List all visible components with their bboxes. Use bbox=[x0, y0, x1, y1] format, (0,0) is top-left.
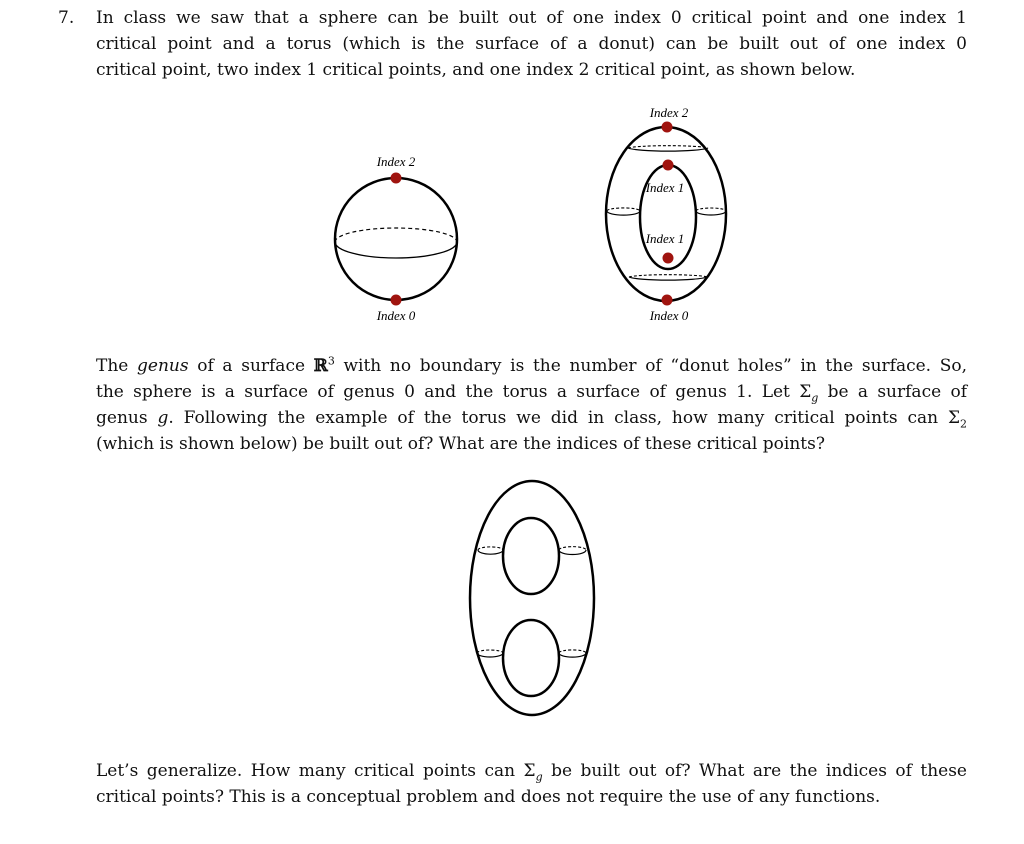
genus-line: (which is shown below) be built out of? What are the indices of these critical points? bbox=[96, 434, 825, 454]
critical-point-index-2 bbox=[662, 122, 673, 133]
genus-line: genus g. Following the example of the torus we did in class, how many critical points can $\Sigma_2$ bbox=[96, 408, 967, 431]
critical-point-index-2 bbox=[391, 173, 402, 184]
critical-point-index-1 bbox=[663, 253, 674, 264]
intro-line: In class we saw that a sphere can be built out of one index 0 critical point and one index 1 bbox=[96, 8, 967, 28]
genus-line: the sphere is a surface of genus 0 and the torus a surface of genus 1. Let $\Sigma_g$ be a surface of bbox=[96, 382, 967, 405]
genus-line: The genus of a surface ℝ$^3$ with no boundary is the number of “donut holes” in the surface. So, bbox=[96, 354, 968, 376]
problem-number: 7. bbox=[58, 8, 75, 28]
sphere-figure bbox=[335, 173, 457, 306]
intro-line: critical point, two index 1 critical points, and one index 2 critical point, as shown below. bbox=[96, 60, 856, 80]
sphere-index-2-label: Index 2 bbox=[376, 154, 416, 169]
torus-index-1-label: Index 1 bbox=[645, 180, 685, 195]
torus-index-2-label: Index 2 bbox=[649, 105, 689, 120]
torus-figure bbox=[606, 122, 726, 306]
genus-2-surface-figure bbox=[470, 481, 594, 715]
critical-point-index-0 bbox=[662, 295, 673, 306]
generalize-line: critical points? This is a conceptual problem and does not require the use of any functions. bbox=[96, 787, 881, 807]
generalize-line: Let’s generalize. How many critical points can $\Sigma_g$ be built out of? What are the indices of these bbox=[96, 761, 967, 784]
torus-index-1-label: Index 1 bbox=[645, 231, 685, 246]
critical-point-index-0 bbox=[391, 295, 402, 306]
critical-point-index-1 bbox=[663, 160, 674, 171]
sphere-index-0-label: Index 0 bbox=[376, 308, 416, 323]
intro-line: critical point and a torus (which is the surface of a donut) can be built out of one index 0 bbox=[96, 34, 967, 54]
torus-index-0-label: Index 0 bbox=[649, 308, 689, 323]
